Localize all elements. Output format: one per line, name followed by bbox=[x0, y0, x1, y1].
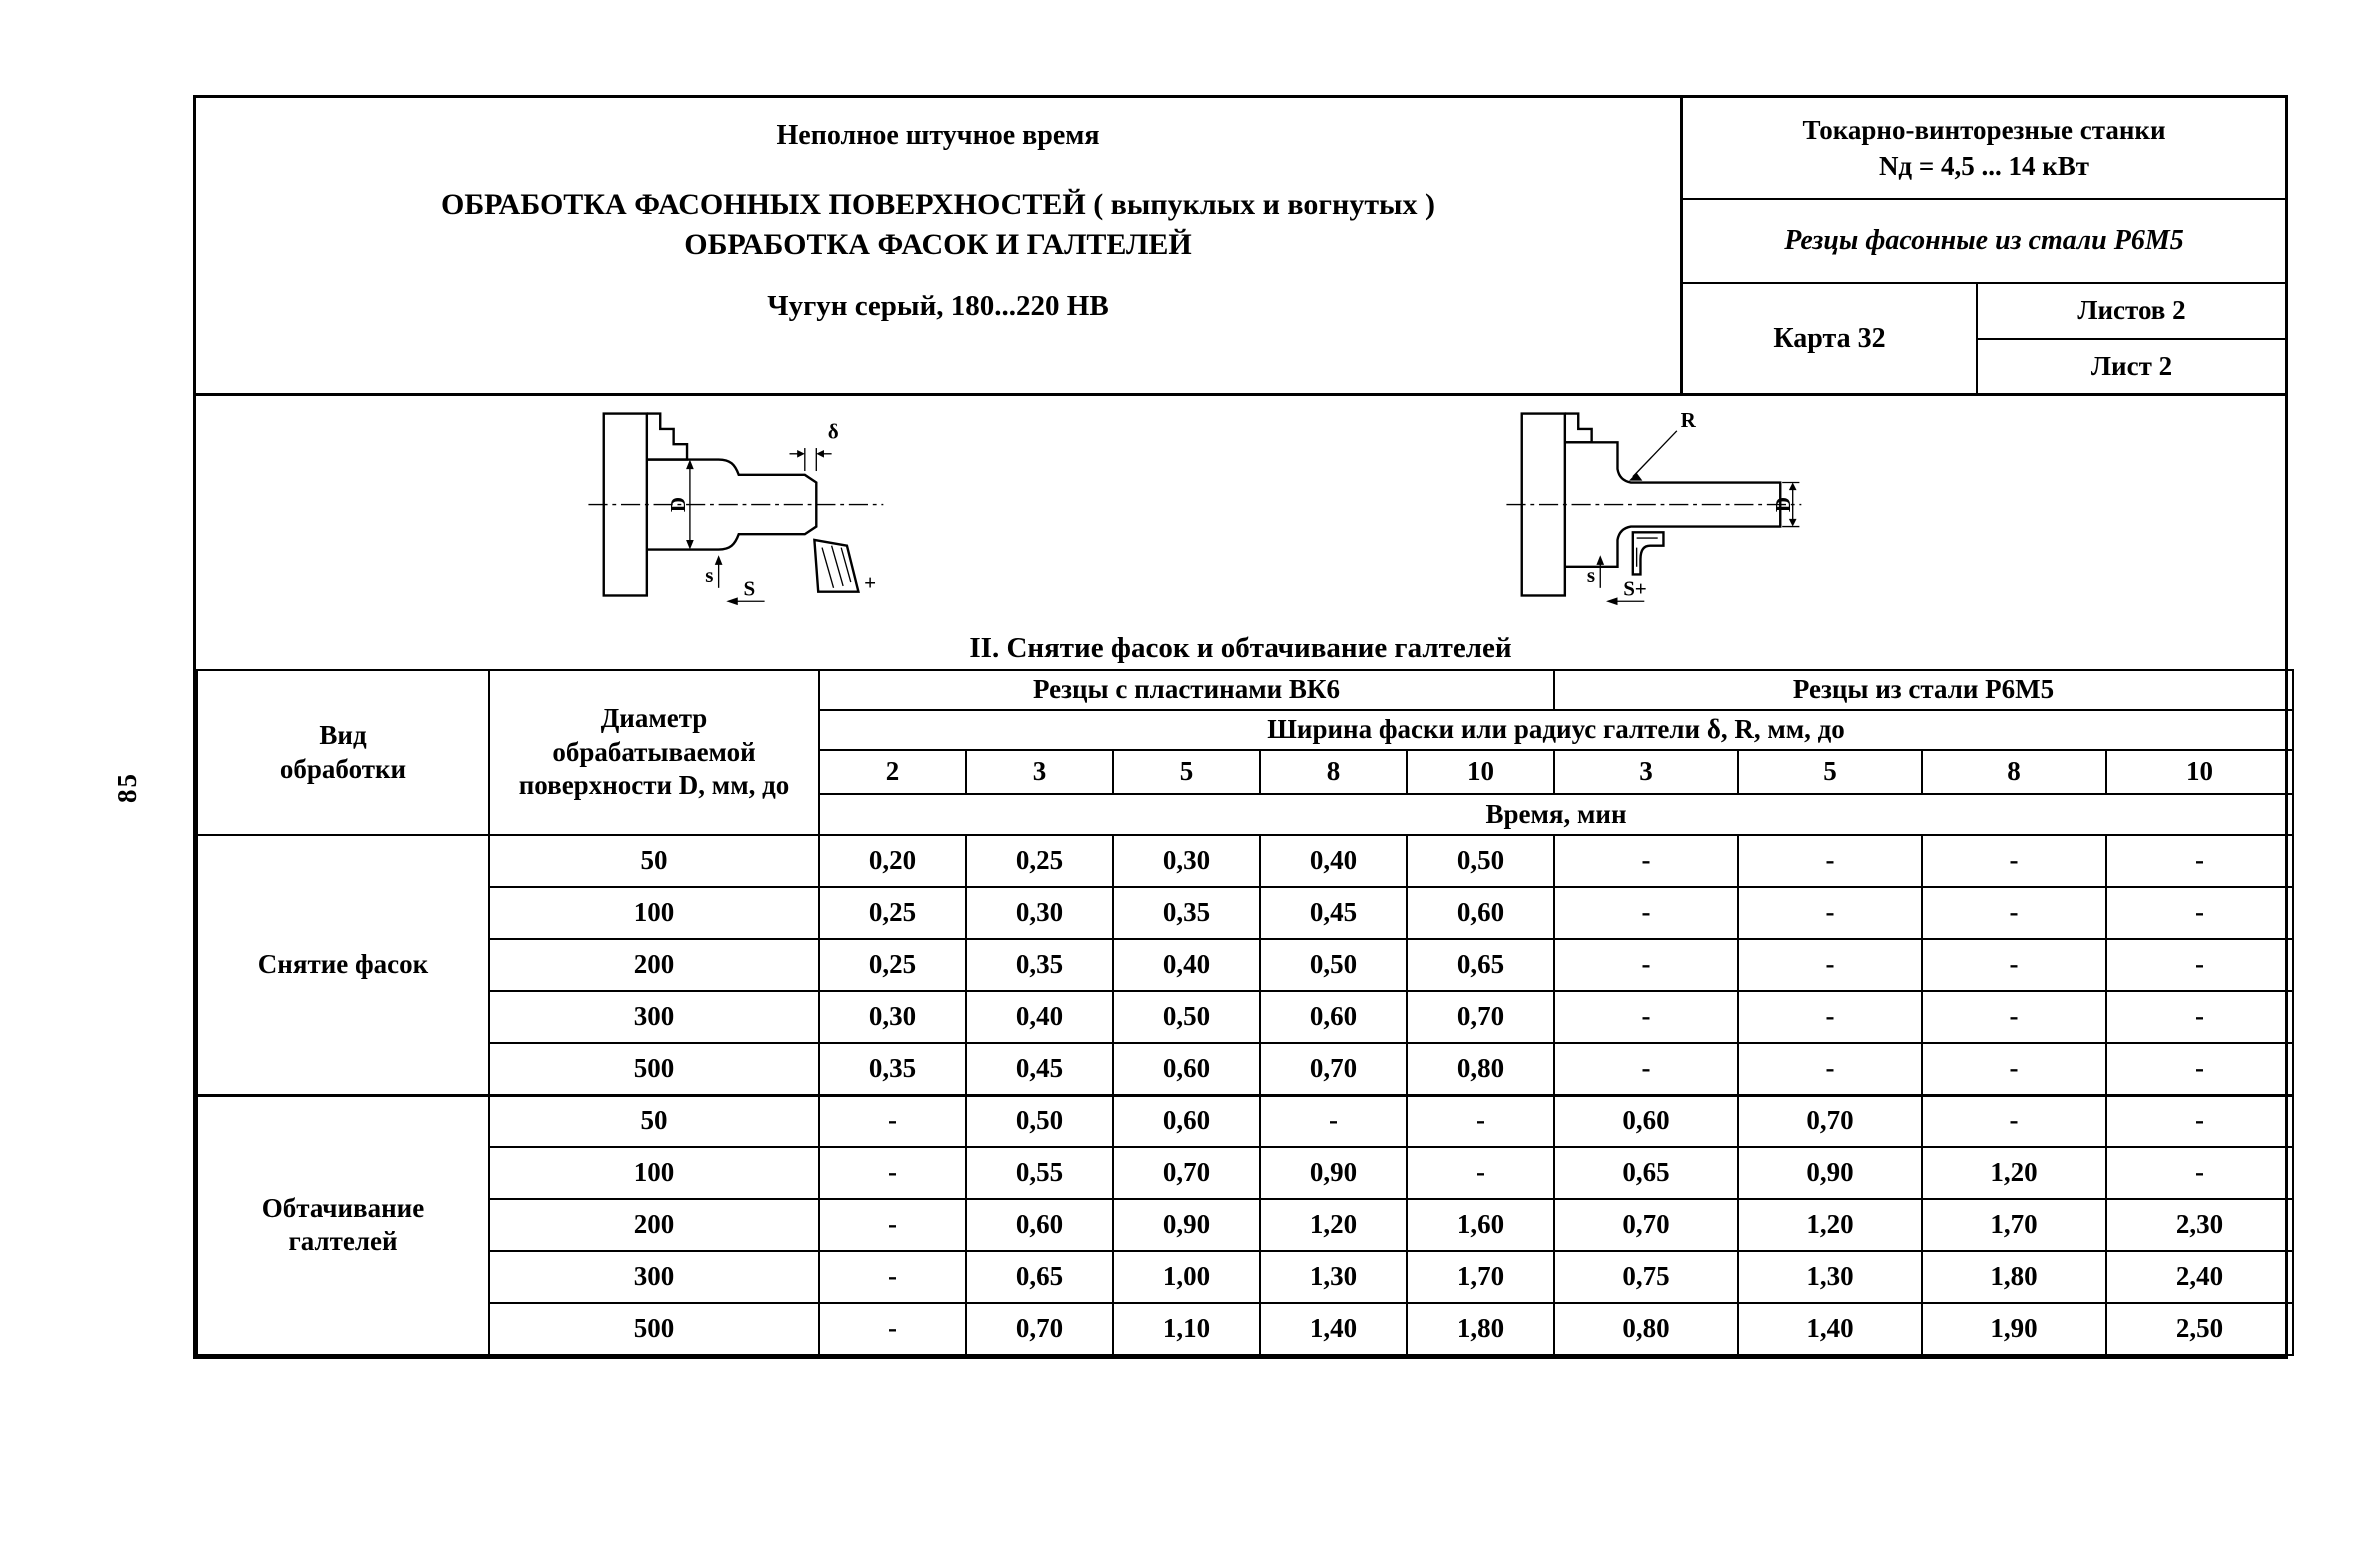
feed-arrows bbox=[705, 555, 764, 605]
time-type-label: Неполное штучное время bbox=[776, 120, 1100, 151]
time-cell: 1,20 bbox=[1922, 1147, 2106, 1199]
time-cell: 0,50 bbox=[1407, 835, 1554, 887]
time-cell: - bbox=[1922, 835, 2106, 887]
machine-name: Токарно-винторезные станки bbox=[1802, 114, 2166, 145]
time-cell: 0,25 bbox=[819, 939, 966, 991]
header-band bbox=[196, 98, 2285, 396]
width-or-radius-header: Ширина фаски или радиус галтели δ, R, мм, до bbox=[819, 710, 2293, 750]
time-cell: 0,70 bbox=[1738, 1095, 1922, 1147]
table-row bbox=[197, 1043, 2293, 1095]
time-cell: 0,40 bbox=[1113, 939, 1260, 991]
tool-cell: Резцы фасонные из стали Р6М5 bbox=[1683, 200, 2285, 284]
time-cell: - bbox=[1554, 835, 1738, 887]
time-cell: 0,30 bbox=[966, 887, 1113, 939]
operation-group-label: Обтачивание галтелей bbox=[197, 1095, 489, 1355]
time-cell: - bbox=[1922, 887, 2106, 939]
fillet-tool bbox=[1633, 532, 1664, 600]
card-number-row bbox=[1683, 284, 2285, 393]
size-col-header: 3 bbox=[1554, 750, 1738, 794]
material-label: Чугун серый, 180...220 НВ bbox=[767, 290, 1109, 322]
time-cell: 0,25 bbox=[966, 835, 1113, 887]
size-col-header: 3 bbox=[966, 750, 1113, 794]
time-cell: 0,60 bbox=[1113, 1043, 1260, 1095]
tool-plus-label: + bbox=[864, 570, 877, 595]
time-cell: 0,60 bbox=[1113, 1095, 1260, 1147]
time-cell: 2,30 bbox=[2106, 1199, 2293, 1251]
fillet-radius-callout bbox=[1629, 408, 1697, 481]
time-cell: 0,60 bbox=[1554, 1095, 1738, 1147]
table-row bbox=[197, 1251, 2293, 1303]
time-cell: - bbox=[2106, 1095, 2293, 1147]
time-cell: - bbox=[1407, 1147, 1554, 1199]
time-cell: 0,70 bbox=[1554, 1199, 1738, 1251]
time-cell: 1,70 bbox=[1922, 1199, 2106, 1251]
form-cutter-tool bbox=[814, 540, 876, 595]
time-cell: 0,80 bbox=[1554, 1303, 1738, 1355]
time-cell: 0,65 bbox=[1554, 1147, 1738, 1199]
table-row bbox=[197, 1147, 2293, 1199]
machine-cell bbox=[1683, 98, 2285, 200]
time-standards-table bbox=[196, 669, 2294, 1356]
header-left bbox=[196, 98, 1683, 393]
machine-power: Nд = 4,5 ... 14 кВт bbox=[1878, 151, 2090, 181]
time-cell: - bbox=[819, 1199, 966, 1251]
time-cell: 0,70 bbox=[1260, 1043, 1407, 1095]
page-number: 85 bbox=[112, 772, 142, 803]
time-cell: - bbox=[819, 1303, 966, 1355]
time-cell: - bbox=[2106, 939, 2293, 991]
diameter-cell: 50 bbox=[489, 1095, 819, 1147]
time-cell: 1,40 bbox=[1738, 1303, 1922, 1355]
time-cell: - bbox=[1738, 939, 1922, 991]
time-cell: - bbox=[1922, 939, 2106, 991]
table-row bbox=[197, 1199, 2293, 1251]
time-cell: 0,40 bbox=[966, 991, 1113, 1043]
size-col-header: 2 bbox=[819, 750, 966, 794]
time-cell: 0,50 bbox=[1113, 991, 1260, 1043]
sheet-cells bbox=[1978, 284, 2285, 393]
cross-feed-label: s bbox=[705, 563, 714, 588]
diameter-cell: 200 bbox=[489, 939, 819, 991]
time-cell: 0,65 bbox=[1407, 939, 1554, 991]
time-cell: 0,60 bbox=[1260, 991, 1407, 1043]
diameter-cell: 100 bbox=[489, 887, 819, 939]
card-title-line2: ОБРАБОТКА ФАСОК И ГАЛТЕЛЕЙ bbox=[684, 228, 1192, 261]
time-cell: 1,30 bbox=[1260, 1251, 1407, 1303]
time-cell: 1,90 bbox=[1922, 1303, 2106, 1355]
time-cell: 1,20 bbox=[1260, 1199, 1407, 1251]
size-col-header: 5 bbox=[1113, 750, 1260, 794]
diameter-dimension bbox=[1771, 483, 1800, 527]
diameter-label: D bbox=[666, 496, 691, 513]
time-cell: 0,20 bbox=[819, 835, 966, 887]
header-right bbox=[1683, 98, 2285, 393]
time-cell: - bbox=[1554, 939, 1738, 991]
time-cell: 0,60 bbox=[1407, 887, 1554, 939]
time-cell: - bbox=[819, 1095, 966, 1147]
group-header-vk6: Резцы с пластинами ВК6 bbox=[819, 670, 1554, 710]
time-cell: 0,50 bbox=[1260, 939, 1407, 991]
time-cell: 0,70 bbox=[1113, 1147, 1260, 1199]
diameter-cell: 100 bbox=[489, 1147, 819, 1199]
time-cell: 1,80 bbox=[1407, 1303, 1554, 1355]
time-cell: 0,25 bbox=[819, 887, 966, 939]
time-cell: - bbox=[1260, 1095, 1407, 1147]
chamfer-dimension bbox=[789, 419, 838, 471]
table-row bbox=[197, 887, 2293, 939]
time-cell: - bbox=[1554, 887, 1738, 939]
time-cell: 1,60 bbox=[1407, 1199, 1554, 1251]
time-cell: 0,75 bbox=[1554, 1251, 1738, 1303]
time-cell: - bbox=[1922, 1043, 2106, 1095]
diameter-cell: 50 bbox=[489, 835, 819, 887]
col-header-operation-type: Вид обработки bbox=[197, 670, 489, 835]
card-number: Карта 32 bbox=[1683, 284, 1978, 393]
tool-plus-label: + bbox=[1634, 576, 1647, 601]
table-row bbox=[197, 1303, 2293, 1355]
time-cell: 0,65 bbox=[966, 1251, 1113, 1303]
chamfer-width-label: δ bbox=[827, 419, 839, 444]
cross-feed-label: s bbox=[1586, 563, 1596, 588]
time-cell: - bbox=[819, 1251, 966, 1303]
time-cell: - bbox=[1738, 887, 1922, 939]
time-cell: 1,40 bbox=[1260, 1303, 1407, 1355]
diameter-dimension bbox=[666, 460, 694, 550]
table-row bbox=[197, 991, 2293, 1043]
standard-card bbox=[193, 95, 2288, 1359]
sheet-current: Лист 2 bbox=[2090, 350, 2173, 381]
col-header-diameter: Диаметр обрабатываемой поверхности D, мм, до bbox=[489, 670, 819, 835]
time-cell: 0,45 bbox=[966, 1043, 1113, 1095]
table-row bbox=[197, 1095, 2293, 1147]
time-cell: - bbox=[1738, 835, 1922, 887]
diameter-cell: 300 bbox=[489, 991, 819, 1043]
card-title-line1: ОБРАБОТКА ФАСОННЫХ ПОВЕРХНОСТЕЙ ( выпуклых и вогнутых ) bbox=[441, 188, 1435, 221]
time-cell: 1,80 bbox=[1922, 1251, 2106, 1303]
long-feed-label: S bbox=[743, 576, 756, 601]
time-cell: - bbox=[819, 1147, 966, 1199]
size-col-header: 10 bbox=[1407, 750, 1554, 794]
time-cell: 0,90 bbox=[1113, 1199, 1260, 1251]
time-cell: 0,70 bbox=[966, 1303, 1113, 1355]
time-cell: - bbox=[2106, 887, 2293, 939]
chamfer-turning-diagram bbox=[568, 404, 898, 629]
time-cell: 0,45 bbox=[1260, 887, 1407, 939]
time-cell: 1,70 bbox=[1407, 1251, 1554, 1303]
table-row bbox=[197, 835, 2293, 887]
sheets-total: Листов 2 bbox=[1978, 284, 2285, 340]
long-feed-label: S bbox=[1623, 576, 1635, 601]
time-cell: 0,90 bbox=[1260, 1147, 1407, 1199]
time-cell: 0,30 bbox=[819, 991, 966, 1043]
time-cell: - bbox=[2106, 1147, 2293, 1199]
fillet-radius-label: R bbox=[1680, 407, 1696, 432]
drawing-band bbox=[196, 396, 2285, 669]
time-cell: - bbox=[1407, 1095, 1554, 1147]
time-cell: 0,35 bbox=[819, 1043, 966, 1095]
time-cell: 0,55 bbox=[966, 1147, 1113, 1199]
time-cell: 0,30 bbox=[1113, 835, 1260, 887]
time-cell: - bbox=[1738, 1043, 1922, 1095]
diameter-cell: 200 bbox=[489, 1199, 819, 1251]
time-cell: 0,60 bbox=[966, 1199, 1113, 1251]
size-col-header: 8 bbox=[1260, 750, 1407, 794]
time-cell: 1,30 bbox=[1738, 1251, 1922, 1303]
fillet-turning-diagram bbox=[1486, 404, 1816, 629]
time-cell: - bbox=[2106, 835, 2293, 887]
time-cell: 2,40 bbox=[2106, 1251, 2293, 1303]
size-col-header: 10 bbox=[2106, 750, 2293, 794]
time-cell: 2,50 bbox=[2106, 1303, 2293, 1355]
time-cell: 0,35 bbox=[966, 939, 1113, 991]
diameter-cell: 300 bbox=[489, 1251, 819, 1303]
size-col-header: 5 bbox=[1738, 750, 1922, 794]
time-cell: - bbox=[2106, 1043, 2293, 1095]
diameter-cell: 500 bbox=[489, 1303, 819, 1355]
time-cell: - bbox=[1554, 1043, 1738, 1095]
time-cell: 0,70 bbox=[1407, 991, 1554, 1043]
diameter-label: D bbox=[1770, 496, 1795, 513]
operation-group-label: Снятие фасок bbox=[197, 835, 489, 1095]
time-cell: 1,20 bbox=[1738, 1199, 1922, 1251]
time-cell: 0,35 bbox=[1113, 887, 1260, 939]
time-cell: 0,50 bbox=[966, 1095, 1113, 1147]
time-cell: 1,00 bbox=[1113, 1251, 1260, 1303]
time-cell: 1,10 bbox=[1113, 1303, 1260, 1355]
time-cell: 0,80 bbox=[1407, 1043, 1554, 1095]
time-cell: - bbox=[1922, 991, 2106, 1043]
section-title: II. Снятие фасок и обтачивание галтелей bbox=[969, 632, 1512, 664]
time-cell: 0,90 bbox=[1738, 1147, 1922, 1199]
size-col-header: 8 bbox=[1922, 750, 2106, 794]
time-units-header: Время, мин bbox=[819, 794, 2293, 835]
diameter-cell: 500 bbox=[489, 1043, 819, 1095]
time-cell: - bbox=[2106, 991, 2293, 1043]
table-row bbox=[197, 939, 2293, 991]
time-cell: 0,40 bbox=[1260, 835, 1407, 887]
time-cell: - bbox=[1554, 991, 1738, 1043]
time-cell: - bbox=[1738, 991, 1922, 1043]
time-cell: - bbox=[1922, 1095, 2106, 1147]
group-header-r6m5: Резцы из стали Р6М5 bbox=[1554, 670, 2293, 710]
